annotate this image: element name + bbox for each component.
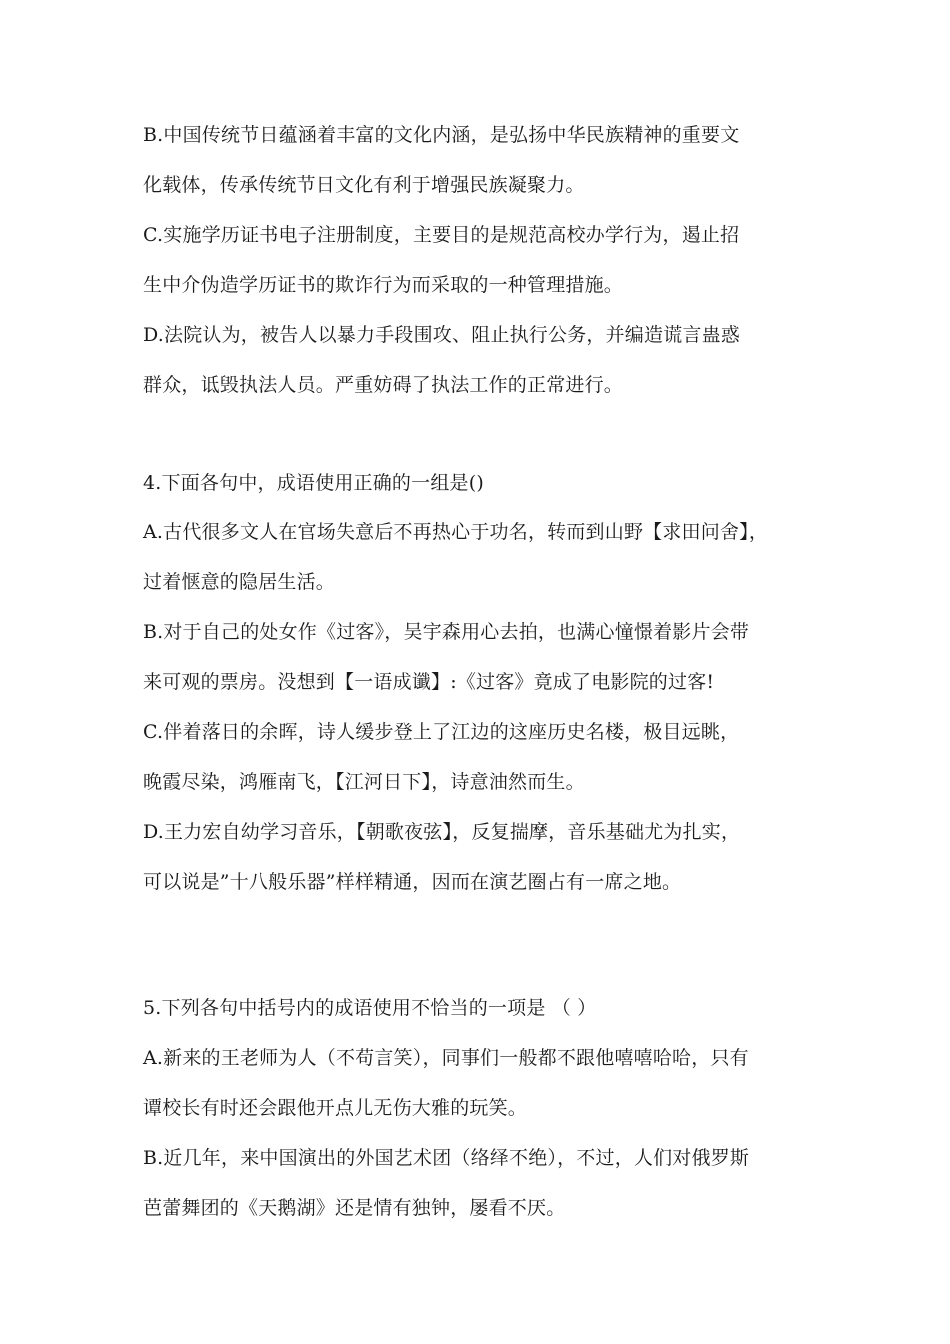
q3-option-d-line-2: 群众，诋毁执法人员。严重妨碍了执法工作的正常进行。 [143, 374, 624, 396]
q4-question: 4.下面各句中，成语使用正确的一组是() [143, 472, 484, 494]
q5-option-a-line-1: A.新来的王老师为人（不苟言笑），同事们一般都不跟他嘻嘻哈哈，只有 [143, 1047, 749, 1069]
q3-option-b-line-2: 化载体，传承传统节日文化有利于增强民族凝聚力。 [143, 174, 585, 196]
q5-option-a-line-2: 谭校长有时还会跟他开点儿无伤大雅的玩笑。 [143, 1097, 528, 1119]
q5-question: 5.下列各句中括号内的成语使用不恰当的一项是 （ ） [143, 997, 597, 1019]
q3-option-c-line-2: 生中介伪造学历证书的欺诈行为而采取的一种管理措施。 [143, 274, 624, 296]
q4-option-a-line-2: 过着惬意的隐居生活。 [143, 571, 336, 593]
q4-option-b-line-2: 来可观的票房。没想到【一语成谶】:《过客》竟成了电影院的过客! [143, 671, 715, 693]
q4-option-b-line-1: B.对于自己的处女作《过客》，吴宇森用心去拍，也满心憧憬着影片会带 [143, 621, 750, 643]
q3-option-d-line-1: D.法院认为，被告人以暴力手段围攻、阻止执行公务，并编造谎言蛊惑 [143, 324, 740, 346]
q4-option-d-line-2: 可以说是”十八般乐器”样样精通，因而在演艺圈占有一席之地。 [143, 871, 682, 893]
q5-option-b-line-1: B.近几年，来中国演出的外国艺术团（络绎不绝），不过，人们对俄罗斯 [143, 1147, 750, 1169]
q4-option-a-line-1: A.古代很多文人在官场失意后不再热心于功名，转而到山野【求田问舍】， [143, 521, 769, 543]
q4-option-c-line-1: C.伴着落日的余晖，诗人缓步登上了江边的这座历史名楼，极目远眺， [143, 721, 740, 743]
q3-option-c-line-1: C.实施学历证书电子注册制度，主要目的是规范高校办学行为，遏止招 [143, 224, 740, 246]
q3-option-b-line-1: B.中国传统节日蕴涵着丰富的文化内涵，是弘扬中华民族精神的重要文 [143, 124, 740, 146]
q4-option-d-line-1: D.王力宏自幼学习音乐，【朝歌夜弦】，反复揣摩，音乐基础尤为扎实， [143, 821, 741, 843]
q5-option-b-line-2: 芭蕾舞团的《天鹅湖》还是情有独钟，屡看不厌。 [143, 1197, 566, 1219]
q4-option-c-line-2: 晚霞尽染，鸿雁南飞，【江河日下】，诗意油然而生。 [143, 771, 585, 793]
